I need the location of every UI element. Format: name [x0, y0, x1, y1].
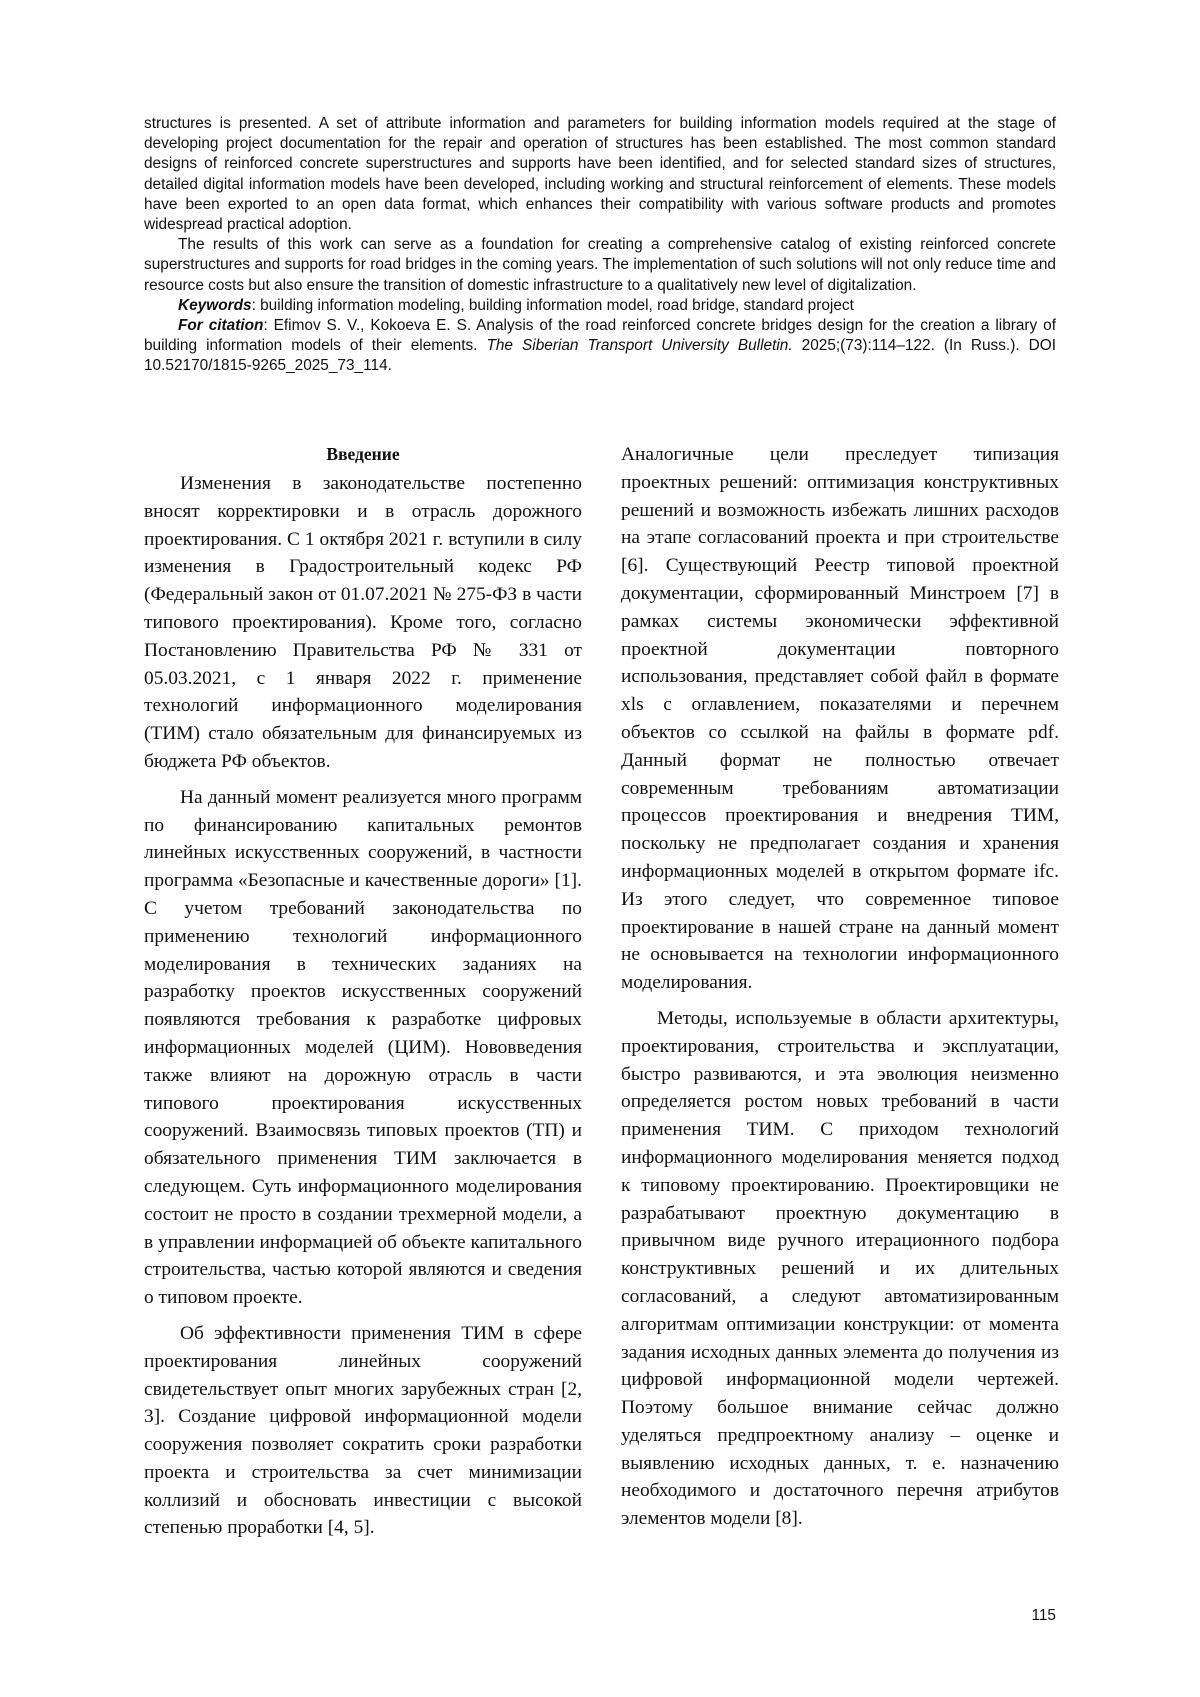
keywords-label: Keywords — [178, 296, 252, 314]
citation-journal: The Siberian Transport University Bulletin. — [486, 337, 793, 355]
section-heading: Введение — [326, 444, 400, 464]
citation-tail: 2025;(73):114–122. (In Russ.). DOI 10.52170/1815-9265_2025_73_114. — [144, 337, 1056, 375]
left-paragraph-1: Изменения в законодательстве постепенно вносят корректировки и в отрасль дорожного проектирования. С 1 октября 2021 г. вступили в силу изменения в Градостроительный кодекс РФ (Федеральный закон от 01.07.2021 № 275-ФЗ в части типового проектирования). Кроме того, согласно Постановлению Правительства РФ № 331 от 05.03.2021, с 1 января 2022 г. применение технологий информационного моделирования (ТИМ) стало обязательным для финансируемых из бюджета РФ объектов. — [144, 473, 582, 772]
abstract-paragraph-1: structures is presented. A set of attribute information and parameters for building information models required at the stage of developing project documentation for the repair and operation of structures has been established. The most common standard designs of reinforced concrete superstructures and supports have been identified, and for selected standard sizes of structures, detailed digital information models have been developed, including working and structural reinforcement of elements. These models have been exported to an open data format, which enhances their compatibility with various software products and promotes widespread practical adoption. — [144, 115, 1056, 234]
keywords-line — [144, 296, 1056, 316]
keywords-text: : building information modeling, building information model, road bridge, standard project — [251, 296, 854, 314]
abstract-paragraph-2: The results of this work can serve as a foundation for creating a comprehensive catalog of existing reinforced concrete superstructures and supports for road bridges in the coming years. The implementation of such solutions will not only reduce time and resource costs but also ensure the transition of domestic infrastructure to a qualitatively new level of digitalization. — [144, 236, 1056, 294]
left-paragraph-2: На данный момент реализуется много программ по финансированию капитальных ремонтов линейных искусственных сооружений, в частности программа «Безопасные и качественные дороги» [1]. С учетом требований законодательства по применению технологий информационного моделирования в технических заданиях на разработку проектов искусственных сооружений появляются требования к разработке цифровых информационных моделей (ЦИМ). Нововведения также влияют на дорожную отрасль в части типового проектирования искусственных сооружений. Взаимосвязь типовых проектов (ТП) и обязательного применения ТИМ заключается в следующем. Суть информационного моделирования состоит не просто в создании трехмерной модели, а в управлении информацией об объекте капитального строительства, частью которой являются и сведения о типовом проекте. — [144, 786, 582, 1309]
right-paragraph-1: Аналогичные цели преследует типизация проектных решений: оптимизация конструктивных решений и возможность избежать лишних расходов на этапе согласований проекта и при строительстве [6]. Существующий Реестр типовой проектной документации, сформированный Минстроем [7] в рамках системы экономически эффективной проектной документации повторного использования, представляет собой файл в формате xls с оглавлением, показателями и перечнем объектов со ссылкой на файлы в формате pdf. Данный формат не полностью отвечает современным требованиям автоматизации процессов проектирования и внедрения ТИМ, поскольку не предполагает создания и хранения информационных моделей в открытом формате ifc. Из этого следует, что современное типовое проектирование в нашей стране на данный момент не основывается на технологии информационного моделирования. — [621, 444, 1059, 994]
right-column — [621, 441, 1059, 1541]
citation-line — [144, 316, 1056, 377]
english-abstract — [144, 114, 1056, 377]
left-column — [144, 441, 582, 1550]
citation-label: For citation — [178, 317, 264, 335]
left-paragraph-3: Об эффективности применения ТИМ в сфере проектирования линейных сооружений свидетельствует опыт многих зарубежных стран [2, 3]. Создание цифровой информационной модели сооружения позволяет сократить сроки разработки проекта и строительства за счет минимизации коллизий и обосновать инвестиции с высокой степенью проработки [4, 5]. — [144, 1322, 582, 1539]
right-paragraph-2: Методы, используемые в области архитектуры, проектирования, строительства и эксплуатации, быстро развиваются, и эта эволюция неизменно определяется ростом новых требований в части применения ТИМ. С приходом технологий информационного моделирования меняется подход к типовому проектированию. Проектировщики не разрабатывают проектную документацию в привычном виде ручного итерационного подбора конструктивных решений и их длительных согласований, а следуют автоматизированным алгоритмам оптимизации конструкции: от момента задания исходных данных элемента до получения из цифровой информационной модели чертежей. Поэтому большое внимание сейчас должно уделяться предпроектному анализу – оценке и выявлению исходных данных, т. е. назначению необходимого и достаточного перечня атрибутов элементов модели [8]. — [621, 1007, 1059, 1530]
citation-text: : Efimov S. V., Kokoeva E. S. Analysis of the road reinforced concrete bridges design for the creation a library of building information models of their elements. — [144, 317, 1056, 355]
page-number: 115 — [1031, 1607, 1056, 1624]
